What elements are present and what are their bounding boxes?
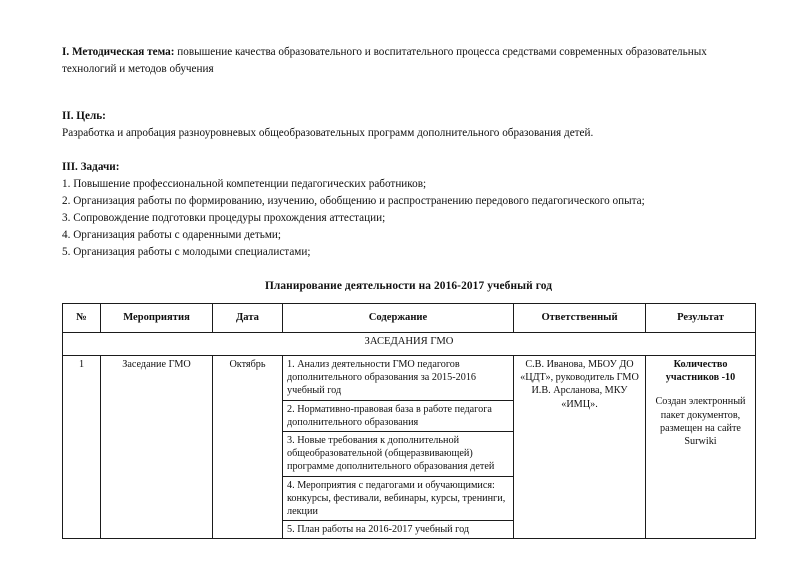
column-header-result: Результат	[646, 304, 756, 333]
column-header-content: Содержание	[283, 304, 514, 333]
table-body	[63, 333, 756, 539]
list-item: 3. Сопровождение подготовки процедуры прохождения аттестации;	[62, 212, 386, 224]
band-label: ЗАСЕДАНИЯ ГМО	[63, 333, 756, 356]
section-tasks	[62, 159, 755, 261]
cell-content-item: 1. Анализ деятельности ГМО педагогов дополнительного образования за 2015-2016 учебный год	[283, 356, 514, 401]
column-header-responsible: Ответственный	[514, 304, 646, 333]
cell-content-item: 2. Нормативно-правовая база в работе педагога дополнительного образования	[283, 400, 514, 431]
column-header-number: №	[63, 304, 101, 333]
cell-date: Октябрь	[213, 356, 283, 539]
result-count: Количество участников -10	[665, 359, 736, 384]
cell-content-item: 4. Мероприятия с педагогами и обучающимися: конкурсы, фестивали, вебинары, курсы, тренинги, лекции	[283, 476, 514, 521]
section-methodical-theme	[62, 44, 755, 78]
cell-responsible: С.В. Иванова, МБОУ ДО «ЦДТ», руководитель ГМО И.В. Арсланова, МКУ «ИМЦ».	[514, 356, 646, 539]
list-item: 2. Организация работы по формированию, изучению, обобщению и распространению передового педагогического опыта;	[62, 195, 645, 207]
tasks-list	[62, 176, 755, 261]
spacer	[62, 78, 755, 108]
table-header-row	[63, 304, 756, 333]
column-header-date: Дата	[213, 304, 283, 333]
table-header	[63, 304, 756, 333]
goal-label: II. Цель:	[62, 110, 106, 122]
cell-content-item: 3. Новые требования к дополнительной общеобразовательной (общеразвивающей) программе дополнительного образования детей	[283, 432, 514, 477]
list-item: 1. Повышение профессиональной компетенции педагогических работников;	[62, 178, 427, 190]
table-band-row	[63, 333, 756, 356]
section-goal	[62, 108, 755, 142]
table-row	[63, 356, 756, 401]
column-header-event: Мероприятия	[101, 304, 213, 333]
cell-event: Заседание ГМО	[101, 356, 213, 539]
cell-result	[646, 356, 756, 539]
cell-content-item: 5. План работы на 2016-2017 учебный год	[283, 521, 514, 539]
methodical-theme-text: повышение качества образовательного и воспитательного процесса средствами современных образовательных технологий и методов обучения	[62, 46, 707, 75]
result-note: Создан электронный пакет документов, размещен на сайте Surwiki	[655, 396, 746, 448]
goal-text: Разработка и апробация разноуровневых общеобразовательных программ дополнительного образования детей.	[62, 127, 594, 139]
spacer	[650, 384, 751, 395]
list-item: 5. Организация работы с молодыми специалистами;	[62, 246, 311, 258]
table-title: Планирование деятельности на 2016-2017 учебный год	[264, 280, 553, 292]
methodical-theme-label: I. Методическая тема:	[62, 46, 175, 58]
list-item: 4. Организация работы с одаренными детьми;	[62, 229, 282, 241]
tasks-label: III. Задачи:	[62, 161, 120, 173]
plan-table	[62, 303, 756, 539]
cell-number: 1	[63, 356, 101, 539]
spacer	[62, 142, 755, 159]
methodical-theme-paragraph	[62, 44, 755, 78]
